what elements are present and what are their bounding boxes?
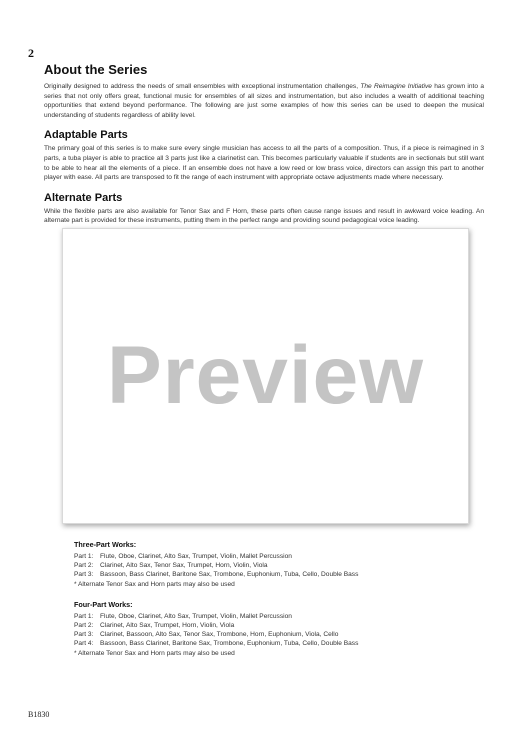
part-row (74, 570, 494, 579)
catalog-code: B1830 (28, 710, 50, 719)
section-body-alternate: While the flexible parts are also available for Tenor Sax and F Horn, these parts often cause range issues and result in awkward voice leading. An alternate part is provided for these instruments, putting them in the perfect range and providing sound pedagogical voice leading. (44, 207, 484, 225)
section-body-about (44, 82, 484, 120)
page-number: 2 (28, 46, 34, 60)
part-instruments: Clarinet, Bassoon, Alto Sax, Tenor Sax, Trombone, Horn, Euphonium, Viola, Cello (100, 631, 339, 639)
preview-watermark-text: Preview (107, 330, 424, 421)
part-instruments: Flute, Oboe, Clarinet, Alto Sax, Trumpet, Violin, Mallet Percussion (100, 612, 292, 620)
section-body-adaptable: The primary goal of this series is to make sure every single musician has access to all the parts of a composition. Thus, if a piece is reimagined in 3 parts, a tuba player is able to practice all 3 parts just like a clarinetist can. This becomes particularly valuable if students are in sectionals but still want to be able to hear all the elements of a piece. If an ensemble does not have a low reed or low brass voice, directors can assign this part to another player with ease. All parts are transposed to fit the range of each instrument with appropriate octave adjustments made where necessary. (44, 145, 484, 182)
preview-watermark-overlay (62, 228, 469, 524)
part-row (74, 612, 494, 621)
works-title: Three-Part Works: (74, 540, 137, 549)
part-instruments: Bassoon, Bass Clarinet, Baritone Sax, Trombone, Euphonium, Tuba, Cello, Double Bass (100, 640, 359, 648)
alternate-parts-note: * Alternate Tenor Sax and Horn parts may also be used (74, 580, 235, 588)
part-label: Part 3: (74, 571, 94, 579)
part-instruments: Flute, Oboe, Clarinet, Alto Sax, Trumpet, Violin, Mallet Percussion (100, 553, 292, 560)
part-row (74, 621, 494, 630)
three-part-works (74, 540, 494, 589)
part-row (74, 630, 494, 639)
part-row (74, 561, 494, 570)
part-label: Part 2: (74, 622, 94, 630)
part-label: Part 1: (74, 553, 94, 560)
about-text-lead: Originally designed to address the needs of small ensembles with exceptional instrumentation challenges, (44, 83, 361, 90)
part-row (74, 639, 494, 648)
section-heading-adaptable: Adaptable Parts (44, 129, 128, 142)
section-heading-alternate: Alternate Parts (44, 191, 123, 204)
part-label: Part 4: (74, 640, 94, 648)
section-heading-about: About the Series (44, 62, 148, 77)
works-title: Four-Part Works: (74, 599, 133, 609)
part-label: Part 3: (74, 631, 94, 639)
four-part-works (74, 600, 494, 658)
series-title-italic: The Reimagine Initiative (360, 83, 432, 90)
instrumentation-list (74, 540, 494, 669)
part-label: Part 1: (74, 612, 94, 620)
part-instruments: Clarinet, Alto Sax, Trumpet, Horn, Violin, Viola (100, 622, 235, 630)
part-instruments: Bassoon, Bass Clarinet, Baritone Sax, Trombone, Euphonium, Tuba, Cello, Double Bass (100, 571, 359, 579)
alternate-parts-note: * Alternate Tenor Sax and Horn parts may also be used (74, 649, 235, 657)
about-text-rest: has grown into a series that not only offers great, functional music for ensembles of all sizes and instrumentation, but also includes a wealth of additional teaching opportunities that extend beyond performance. The following are just some examples of how this series can be used to deepen the musical understanding of students regardless of ability level. (44, 83, 484, 119)
article-content (44, 62, 484, 226)
part-instruments: Clarinet, Alto Sax, Tenor Sax, Trumpet, Horn, Violin, Viola (100, 562, 268, 570)
part-row (74, 552, 494, 561)
part-label: Part 2: (74, 562, 94, 570)
